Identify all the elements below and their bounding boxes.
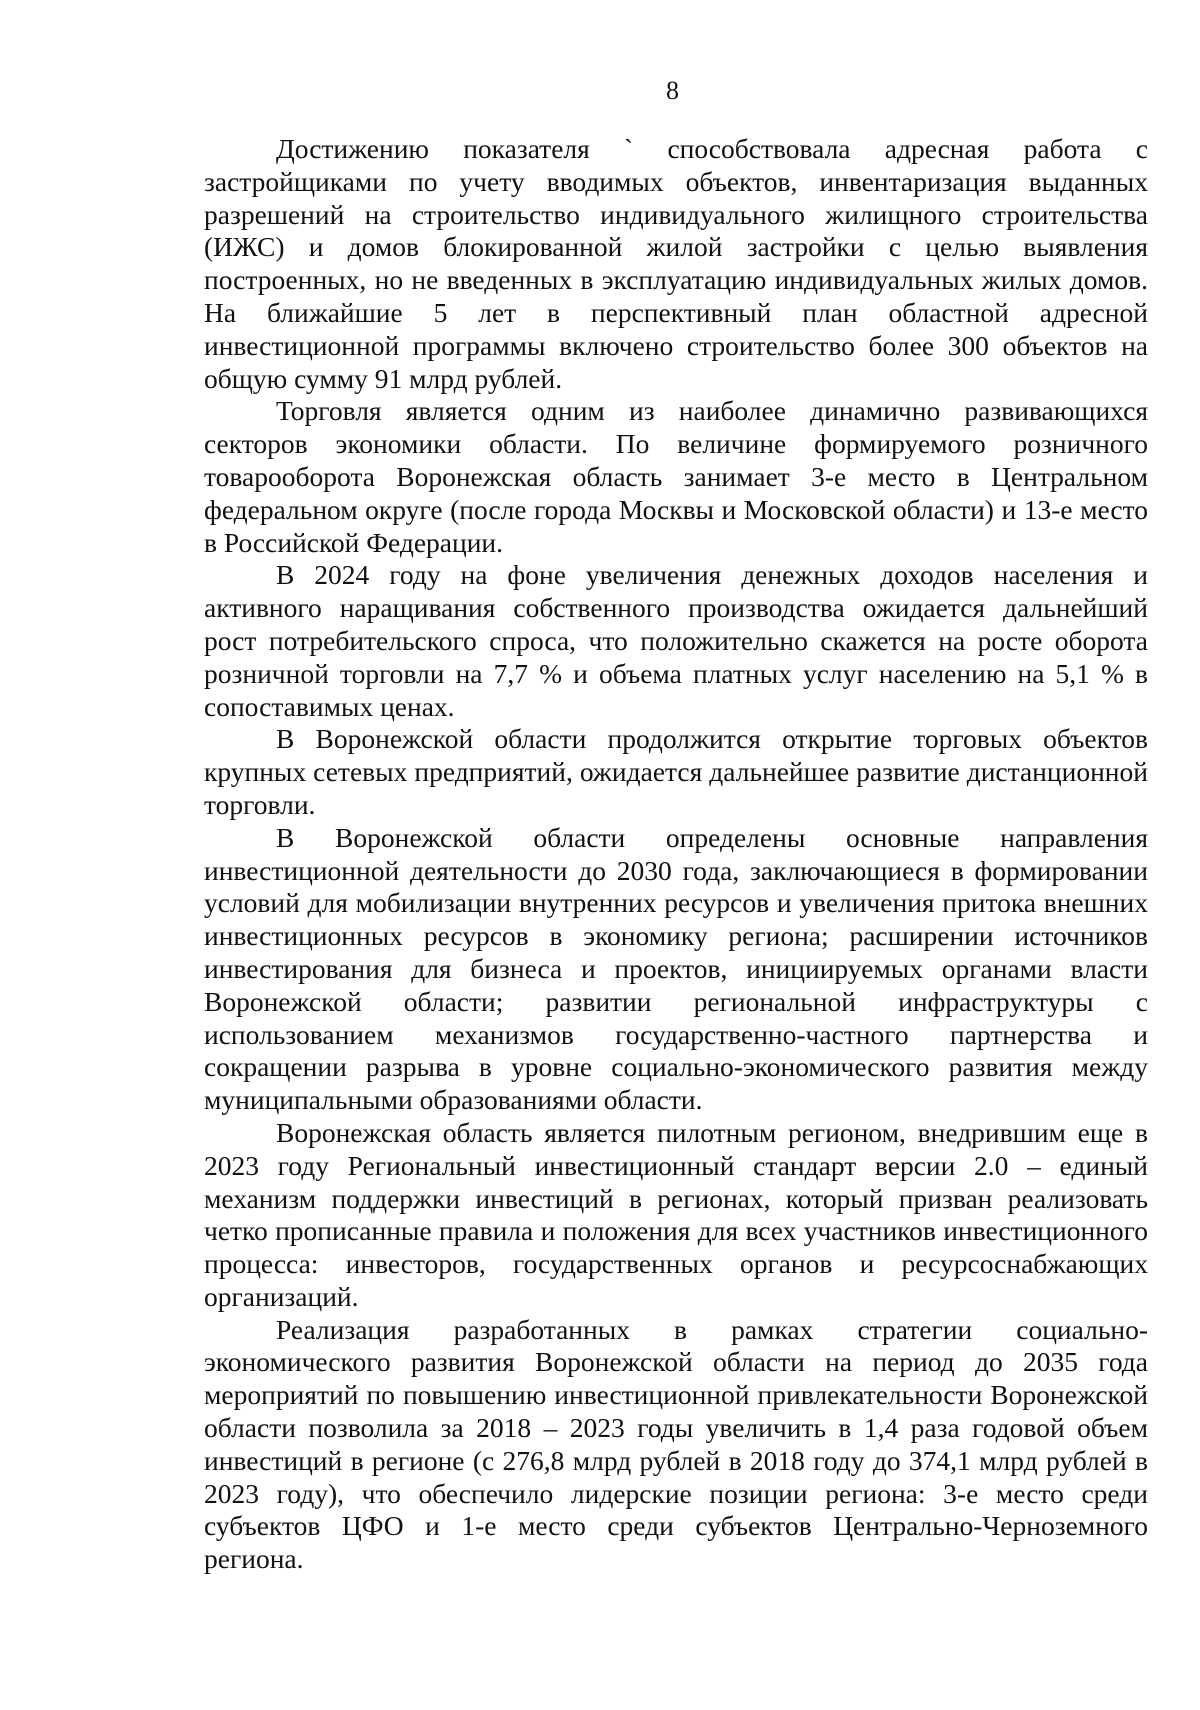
paragraph-investment-directions: В Воронежской области определены основные направления инвестиционной деятельности до 2030 года, заключающиеся в формировании условий для мобилизации внутренних ресурсов и увеличения притока внешних инвестиционных ресурсов в экономику региона; расширении источников инвестирования для бизнеса и проектов, инициируемых органами власти Воронежской области; развитии региональной инфраструктуры с использованием механизмов государственно-частного партнерства и сокращении разрыва в уровне социально-экономического развития между муниципальными образованиями области. [204,821,1148,1116]
page-number: 8 [666,76,679,105]
paragraph-consumer-demand: В 2024 году на фоне увеличения денежных доходов населения и активного наращивания собственного производства ожидается дальнейший рост потребительского спроса, что положительно скажется на росте оборота розничной торговли на 7,7 % и объема платных услуг населению на 5,1 % в сопоставимых ценах. [204,559,1148,722]
paragraph-investment-standard: Воронежская область является пилотным регионом, внедрившим еще в 2023 году Региональный инвестиционный стандарт версии 2.0 – единый механизм поддержки инвестиций в регионах, который призван реализовать четко прописанные правила и положения для всех участников инвестиционного процесса: инвесторов, государственных органов и ресурсоснабжающих организаций. [204,1116,1148,1312]
paragraph-investment-program: Достижению показателя ` способствовала адресная работа с застройщиками по учету вводимых объектов, инвентаризация выданных разрешений на строительство индивидуального жилищного строительства (ИЖС) и домов блокированной жилой застройки с целью выявления построенных, но не введенных в эксплуатацию индивидуальных жилых домов. На ближайшие 5 лет в перспективный план областной адресной инвестиционной программы включено строительство более 300 объектов на общую сумму 91 млрд рублей. [204,133,1148,394]
paragraph-trade: Торговля является одним из наиболее динамично развивающихся секторов экономики области. По величине формируемого розничного товарооборота Воронежская область занимает 3-е место в Центральном федеральном округе (после города Москвы и Московской области) и 13-е место в Российской Федерации. [204,395,1148,558]
paragraph-retail-chains: В Воронежской области продолжится открытие торговых объектов крупных сетевых предприятий, ожидается дальнейшее развитие дистанционной торговли. [204,723,1148,820]
document-body [204,133,1148,1576]
paragraph-investment-growth: Реализация разработанных в рамках стратегии социально-экономического развития Воронежской области на период до 2035 года мероприятий по повышению инвестиционной привлекательности Воронежской области позволила за 2018 – 2023 годы увеличить в 1,4 раза годовой объем инвестиций в регионе (с 276,8 млрд рублей в 2018 году до 374,1 млрд рублей в 2023 году), что обеспечило лидерские позиции региона: 3-е место среди субъектов ЦФО и 1-е место среди субъектов Центрально-Черноземного региона. [204,1313,1148,1575]
